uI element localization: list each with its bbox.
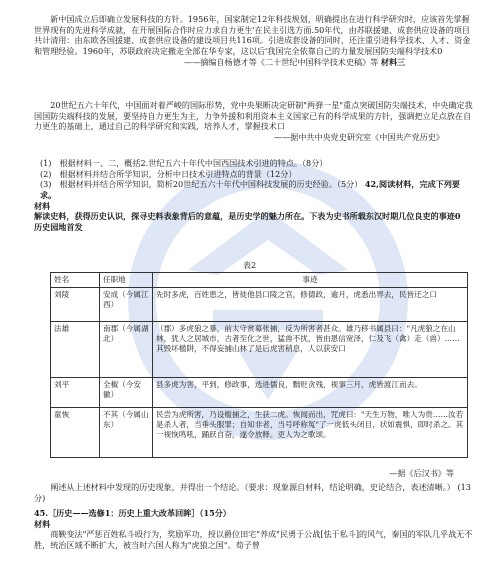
cell-name: 法雄 bbox=[51, 322, 100, 378]
question-44-block bbox=[34, 482, 474, 503]
question-list bbox=[34, 158, 474, 233]
site-note: 历史园地首发 bbox=[34, 222, 83, 233]
header-place: 任职地 bbox=[100, 273, 153, 288]
question-44-score: (13分) bbox=[34, 482, 471, 503]
table-row bbox=[51, 288, 468, 322]
question-3-text: (3) 根据材料并结合所学知识，简析20世纪五六十年代中国科技发展的历史经验。（5分） bbox=[40, 179, 363, 190]
source-citation-2: ——据中共中央党史研究室《中国共产党历史》 bbox=[274, 132, 444, 143]
material-label-45: 材料 bbox=[34, 518, 51, 529]
header-name: 姓名 bbox=[51, 273, 100, 288]
cell-place: 安成（今属江西） bbox=[100, 288, 153, 322]
table-row bbox=[51, 408, 468, 458]
cell-name: 刘平 bbox=[51, 378, 100, 408]
material-two-passage bbox=[34, 14, 474, 67]
cell-place: 全椒（今安徽） bbox=[100, 378, 153, 408]
question-42-intro: 42,阅读材料，完成下列要求。 bbox=[40, 179, 460, 201]
table-title: 表2 bbox=[242, 260, 257, 270]
cell-place: 不其（今属山东） bbox=[100, 408, 153, 458]
table-row bbox=[51, 378, 468, 408]
instruction-text bbox=[34, 211, 474, 222]
question-3 bbox=[34, 179, 474, 200]
question-44-body: 阐述从上述材料中发现的历史现象，并得出一个结论。（要求：现象源自材料，结论明确，史论结合，表述清晰。） bbox=[50, 482, 455, 492]
source-citation-3: —据《后汉书》等 bbox=[389, 468, 454, 478]
paragraph-shang-yang: 商鞅变法"严惩百姓私斗殴行为，奖励军功，授以爵位田宅"养成"民勇于公战[怯于私斗]的风气，秦国的军队几乎战无不胜，统治区域不断扩大，被当时六国人称为"虎狼之国"。荀子曾 bbox=[34, 529, 473, 551]
table-header-row bbox=[51, 273, 468, 288]
question-45-heading: 45.［历史——选修1：历史上重大改革回眸］（15分） bbox=[34, 508, 231, 518]
material-three-label: 材料三 bbox=[380, 56, 406, 67]
cell-deeds: （郡）多虎狼之暴，前太守赏募张捕，反为所害者甚众。雄乃移书属县曰："凡虎狼之在山林，犹人之居城市，古者至化之世，猛兽不扰，皆由恩信宽泽，仁及飞（禽）走（兽）……其毁坏槛阱，不得妄捕山林了是后虎害稍息，人以获安口 bbox=[153, 322, 468, 378]
header-deeds: 事迹 bbox=[153, 273, 468, 288]
cell-deeds: 县多虎为害，平到，修政事，选进儒良，黜贬贪残，视事三月，虎皆渡江而去。 bbox=[153, 378, 468, 408]
official-deeds-table bbox=[50, 272, 468, 458]
question-44-text bbox=[34, 482, 474, 503]
table-row bbox=[51, 322, 468, 378]
material-label: 材料 bbox=[34, 200, 51, 211]
question-1: (1) 根据材料一、二，概括2.世纪五六十年代中国西国技术引进的特点。（8分） bbox=[40, 158, 328, 168]
cell-deeds: 民尝为虎所害，乃设槛捕之，生获二虎。恢闻而出，咒虎曰："天生万物，唯人为贵……汝若是杀人者，当垂头服罪；自知非者，当号呼称冤"了一虎低头闭目，状如震惧，即时杀之。其一视恢鸣吼，踊跃自奋，遂令放释。吏人为之歌颂。 bbox=[153, 408, 468, 458]
source-line-1 bbox=[34, 57, 474, 68]
paragraph-tech-policy: 新中国成立后即确立发展科技的方针。1956年，国家制定12年科技规划，明确提出在进行科学研究时，应该首先掌握世界现有的先进科学成就，在开展国际合作时应力求自力更生'在民主引选方面.50年代，由苏联援建、成套供应设备的项目共计清用：由东欧各国援建、成套供应设备的建设项目共116项。引进成套设备的同时，还注重引进科学技术、人才、资金和管理经验。1960年，苏联政府决定撤走全部在华专家，这以后'我国完全依靠自己的力量发展国防尖端科学技术0 bbox=[34, 14, 471, 57]
cell-name: 童恢 bbox=[51, 408, 100, 458]
material-three-passage bbox=[34, 100, 474, 143]
question-45-block bbox=[34, 508, 474, 551]
question-2: (2) 根据材料并结合所学知识，分析中日技术引进特点的背景（12分） bbox=[40, 168, 297, 179]
cell-name: 刘陵 bbox=[51, 288, 100, 322]
instruction-body: 解读史料，获得历史认识，探寻史料表象背后的意蕴，是历史学的魅力所在。下表为史书所载东汉时期几位良吏的事迹0 bbox=[34, 211, 461, 222]
cell-place: 南郡（今属湖北） bbox=[100, 322, 153, 378]
paragraph-two-bombs: 20世纪五六十年代，中国面对着严峻的国际形势，党中央果断决定研制"两弹一星"重点突破国防尖端技术，中央确定我国国防尖端科技的发展，要坚持自力更生为主，力争外援和利用资本主义国家已有的科学成果的方针，强调把立足点放在自力更生的基础上，通过自己的科学研究和实践，培养人才，掌握技术口 bbox=[34, 100, 473, 132]
cell-deeds: 先时多虎，百姓患之，皆徙他县口陵之官，修德政，逾月，虎悉出界去，民皆还之口 bbox=[153, 288, 468, 322]
source-citation-1: ——摘编自杨德才等《二十世纪中国科学技术史稿》等 bbox=[184, 56, 379, 67]
